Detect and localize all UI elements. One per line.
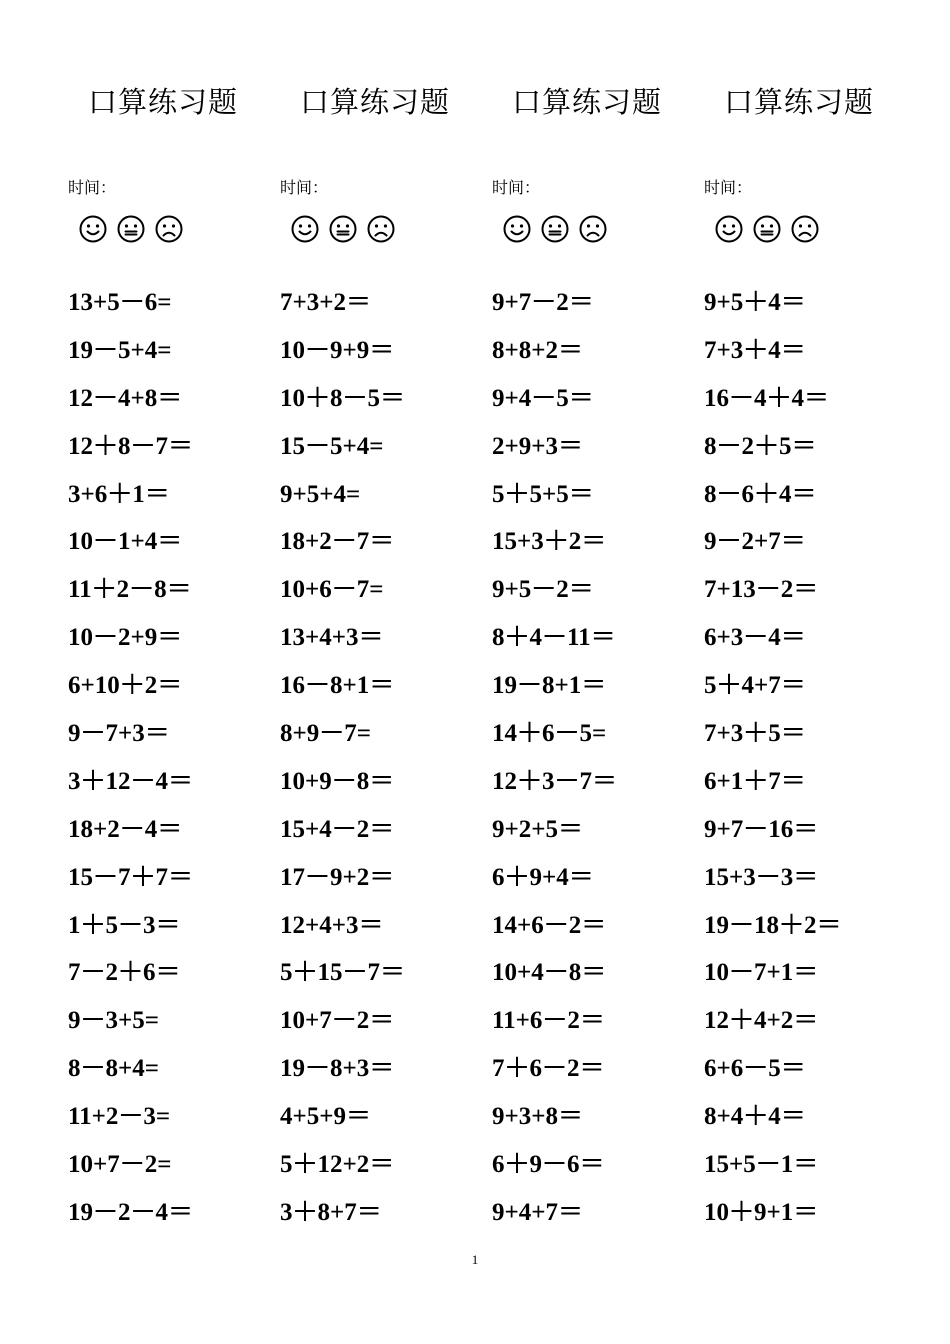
problem-item: 10－1+4＝ — [68, 528, 183, 556]
problem-item: 8+4＋4＝ — [704, 1103, 806, 1131]
column-title: 口算练习题 — [512, 87, 663, 119]
problem-list — [492, 282, 617, 1240]
problem-item: 10+7－2＝ — [280, 1007, 395, 1035]
problem-item: 5＋5+5＝ — [492, 480, 594, 508]
problem-item: 19－8+1＝ — [492, 672, 607, 700]
problem-item: 10＋9+1＝ — [704, 1198, 819, 1226]
problem-list — [68, 282, 193, 1240]
problem-item: 12＋4+2＝ — [704, 1007, 819, 1035]
problem-item: 14+6－2＝ — [492, 911, 607, 939]
problem-item: 18+2－4＝ — [68, 815, 183, 843]
problem-item: 9－7+3＝ — [68, 720, 170, 748]
neutral-face-icon — [752, 214, 782, 244]
problem-item: 19－2－4＝ — [68, 1198, 194, 1226]
worksheet-column-3 — [492, 0, 697, 1250]
problem-item: 18+2－7＝ — [280, 528, 395, 556]
problem-item: 11+6－2＝ — [492, 1007, 605, 1035]
problem-item: 10+7－2= — [68, 1151, 172, 1179]
neutral-face-icon — [540, 214, 570, 244]
problem-item: 10－9+9＝ — [280, 336, 395, 364]
frowning-face-icon — [366, 214, 396, 244]
problem-list — [704, 282, 842, 1240]
problem-item: 7+3+2＝ — [280, 289, 371, 316]
smiling-face-icon — [78, 214, 108, 244]
page-number: 1 — [471, 1252, 479, 1267]
problem-item: 2+9+3＝ — [492, 432, 583, 460]
smiling-face-icon — [714, 214, 744, 244]
problem-item: 19－18＋2＝ — [704, 911, 842, 939]
problem-item: 6＋9－6＝ — [492, 1151, 605, 1179]
problem-item: 8+9－7= — [280, 720, 371, 748]
problem-item: 8－6＋4＝ — [704, 480, 817, 508]
problem-item: 6＋9+4＝ — [492, 863, 594, 891]
problem-item: 16－8+1＝ — [280, 672, 395, 700]
problem-item: 6+6－5＝ — [704, 1055, 806, 1083]
column-title: 口算练习题 — [300, 87, 451, 119]
problem-item: 8+8+2＝ — [492, 336, 583, 364]
problem-item: 3＋12－4＝ — [68, 767, 194, 795]
worksheet-column-1 — [68, 0, 273, 1250]
neutral-face-icon — [328, 214, 358, 244]
problem-item: 9－3+5= — [68, 1007, 159, 1035]
problem-item: 5＋4+7＝ — [704, 672, 806, 700]
problem-item: 10＋8－5＝ — [280, 384, 406, 412]
problem-item: 9+2+5＝ — [492, 815, 583, 843]
problem-item: 3＋8+7＝ — [280, 1198, 382, 1226]
problem-item: 9+7－16＝ — [704, 815, 819, 843]
problem-item: 9+4+7＝ — [492, 1198, 583, 1226]
problem-item: 1＋5－3＝ — [68, 911, 181, 939]
time-label: 时间： — [704, 180, 753, 197]
frowning-face-icon — [790, 214, 820, 244]
problem-item: 7+3＋4＝ — [704, 336, 806, 364]
time-label: 时间： — [68, 180, 117, 197]
smiling-face-icon — [502, 214, 532, 244]
rating-faces — [290, 214, 396, 244]
frowning-face-icon — [154, 214, 184, 244]
problem-item: 7＋6－2＝ — [492, 1055, 605, 1083]
rating-faces — [78, 214, 184, 244]
rating-faces — [714, 214, 820, 244]
problem-item: 10+4－8＝ — [492, 959, 607, 987]
problem-item: 8＋4－11＝ — [492, 624, 616, 652]
problem-item: 16－4＋4＝ — [704, 384, 830, 412]
problem-item: 17－9+2＝ — [280, 863, 395, 891]
problem-item: 14＋6－5= — [492, 720, 607, 748]
smiling-face-icon — [290, 214, 320, 244]
problem-item: 12＋3－7＝ — [492, 767, 618, 795]
problem-item: 12＋8－7＝ — [68, 432, 194, 460]
problem-item: 7+13－2＝ — [704, 576, 819, 604]
problem-item: 10－7+1＝ — [704, 959, 819, 987]
problem-item: 15+3－3＝ — [704, 863, 819, 891]
problem-item: 9－2+7＝ — [704, 528, 806, 556]
problem-item: 7－2＋6＝ — [68, 959, 181, 987]
worksheet-column-4 — [704, 0, 909, 1250]
problem-item: 5＋12+2＝ — [280, 1151, 395, 1179]
problem-item: 6+10＋2＝ — [68, 672, 183, 700]
problem-item: 9+5＋4＝ — [704, 289, 806, 316]
problem-item: 12+4+3＝ — [280, 911, 384, 939]
problem-item: 11+2－3= — [68, 1103, 171, 1131]
problem-list — [280, 282, 405, 1240]
problem-item: 12－4+8＝ — [68, 384, 183, 412]
time-label: 时间： — [280, 180, 329, 197]
problem-item: 13+5－6= — [68, 289, 172, 316]
problem-item: 15－7＋7＝ — [68, 863, 194, 891]
column-title: 口算练习题 — [88, 87, 239, 119]
frowning-face-icon — [578, 214, 608, 244]
problem-item: 10－2+9＝ — [68, 624, 183, 652]
problem-item: 15－5+4= — [280, 432, 384, 460]
problem-item: 19－5+4= — [68, 336, 172, 364]
problem-item: 6+1＋7＝ — [704, 767, 806, 795]
problem-item: 8－2＋5＝ — [704, 432, 817, 460]
problem-item: 4+5+9＝ — [280, 1103, 371, 1131]
problem-item: 9+5－2＝ — [492, 576, 594, 604]
problem-item: 6+3－4＝ — [704, 624, 806, 652]
problem-item: 11＋2－8＝ — [68, 576, 192, 604]
column-title: 口算练习题 — [724, 87, 875, 119]
problem-item: 13+4+3＝ — [280, 624, 384, 652]
rating-faces — [502, 214, 608, 244]
problem-item: 8－8+4= — [68, 1055, 159, 1083]
worksheet-column-2 — [280, 0, 485, 1250]
problem-item: 19－8+3＝ — [280, 1055, 395, 1083]
problem-item: 3+6＋1＝ — [68, 480, 170, 508]
problem-item: 7+3＋5＝ — [704, 720, 806, 748]
problem-item: 9+3+8＝ — [492, 1103, 583, 1131]
problem-item: 9+5+4= — [280, 480, 361, 508]
problem-item: 15+5－1＝ — [704, 1151, 819, 1179]
problem-item: 15+3＋2＝ — [492, 528, 607, 556]
neutral-face-icon — [116, 214, 146, 244]
problem-item: 5＋15－7＝ — [280, 959, 406, 987]
problem-item: 10+6－7= — [280, 576, 384, 604]
problem-item: 15+4－2＝ — [280, 815, 395, 843]
problem-item: 9+4－5＝ — [492, 384, 594, 412]
problem-item: 9+7－2＝ — [492, 289, 594, 316]
time-label: 时间： — [492, 180, 541, 197]
problem-item: 10+9－8＝ — [280, 767, 395, 795]
